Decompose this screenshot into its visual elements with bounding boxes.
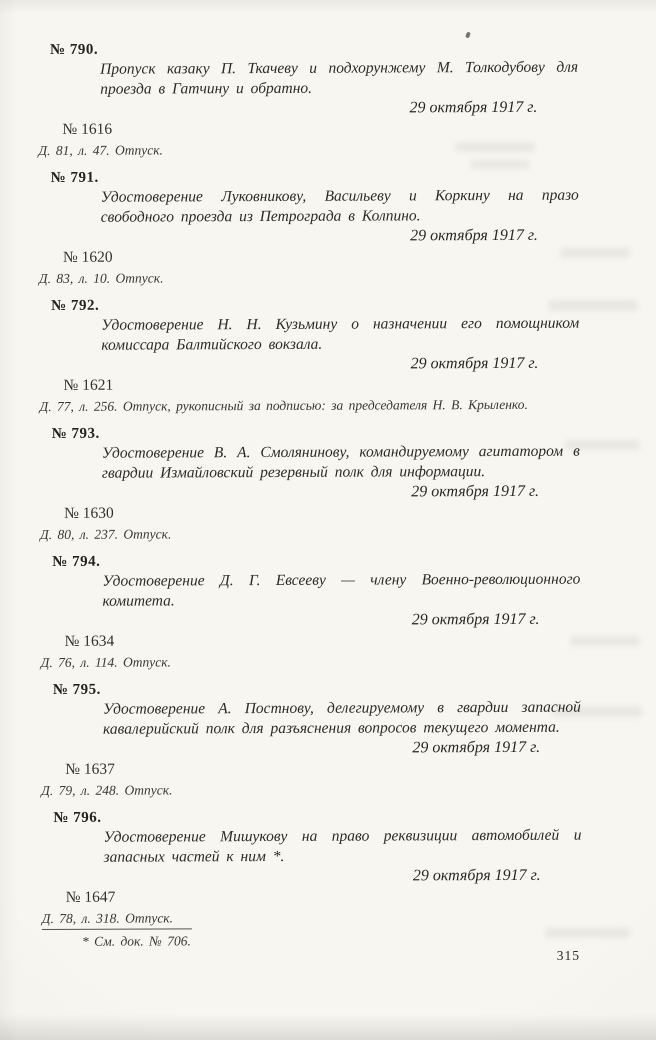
entry-date: 29 октября 1917 г. xyxy=(412,866,541,885)
document-number: № 1647 xyxy=(65,888,116,906)
entry-number: № 793. xyxy=(51,425,100,442)
archive-reference: Д. 80, л. 237. Отпуск. xyxy=(40,526,172,542)
entry-description: Удостоверение Д. Г. Евсееву — члену Военно-революционного комитета. xyxy=(102,570,581,610)
entry-date: 29 октября 1917 г. xyxy=(411,610,540,629)
document-entry-793 xyxy=(40,422,581,544)
archive-reference: Д. 76, л. 114. Отпуск. xyxy=(40,654,171,670)
archive-reference: Д. 78, л. 318. Отпуск. xyxy=(41,910,174,926)
document-number: № 1621 xyxy=(63,376,114,394)
document-entry-795 xyxy=(41,678,582,800)
archive-reference: Д. 77, л. 256. Отпуск, рукописный за подписью: за председателя Н. В. Крыленко. xyxy=(39,396,528,414)
entry-description: Удостоверение Луковникову, Васильеву и Коркину на празо свободного проезда из Петрограда в Колпино. xyxy=(100,186,579,226)
entry-date: 29 октября 1917 г. xyxy=(409,98,538,117)
document-number: № 1616 xyxy=(62,120,113,138)
entry-date: 29 октября 1917 г. xyxy=(411,482,540,501)
archive-reference: Д. 83, л. 10. Отпуск. xyxy=(39,270,164,286)
document-entry-792 xyxy=(39,294,580,416)
entry-description: Удостоверение Мишукову на право реквизиции автомобилей и запасных частей к ним *. xyxy=(103,826,582,866)
entry-number: № 790. xyxy=(50,41,99,58)
document-entry-790 xyxy=(38,38,579,160)
entry-description: Удостоверение В. А. Смолянинову, командируемому агитатором в гвардии Измайловский резервный полк для информации. xyxy=(101,442,580,482)
entry-number: № 795. xyxy=(52,681,101,698)
archive-reference: Д. 79, л. 248. Отпуск. xyxy=(41,782,173,798)
entry-description: Пропуск казаку П. Ткачеву и подхорунжему М. Толкодубову для проезда в Гатчину и обратно. xyxy=(100,58,579,98)
entry-description: Удостоверение А. Постнову, делегируемому в гвардии запасной кавалерийский полк для разъяснения вопросов текущего момента. xyxy=(102,698,581,738)
entry-date: 29 октября 1917 г. xyxy=(410,226,538,245)
document-entry-791 xyxy=(39,166,580,288)
page-number: 315 xyxy=(556,948,580,963)
entry-number: № 792. xyxy=(51,297,100,314)
document-number: № 1637 xyxy=(65,760,115,778)
document-number: № 1630 xyxy=(64,504,114,522)
document-entry-796 xyxy=(41,806,582,951)
entry-number: № 796. xyxy=(53,809,102,826)
entry-number: № 794. xyxy=(52,553,101,570)
page-content xyxy=(38,38,582,959)
entry-description: Удостоверение Н. Н. Кузьмину о назначении его помощником комиссара Балтийского вокзала. xyxy=(101,314,580,354)
footnote: * См. док. № 706. xyxy=(81,933,191,949)
entry-number: № 791. xyxy=(50,169,99,186)
entry-date: 29 октября 1917 г. xyxy=(410,354,539,373)
archive-reference: Д. 81, л. 47. Отпуск. xyxy=(38,142,163,158)
document-entry-794 xyxy=(40,550,581,672)
footnote-separator-rule xyxy=(42,928,192,930)
entry-date: 29 октября 1917 г. xyxy=(412,738,541,757)
document-number: № 1620 xyxy=(62,248,113,266)
document-number: № 1634 xyxy=(64,632,115,650)
